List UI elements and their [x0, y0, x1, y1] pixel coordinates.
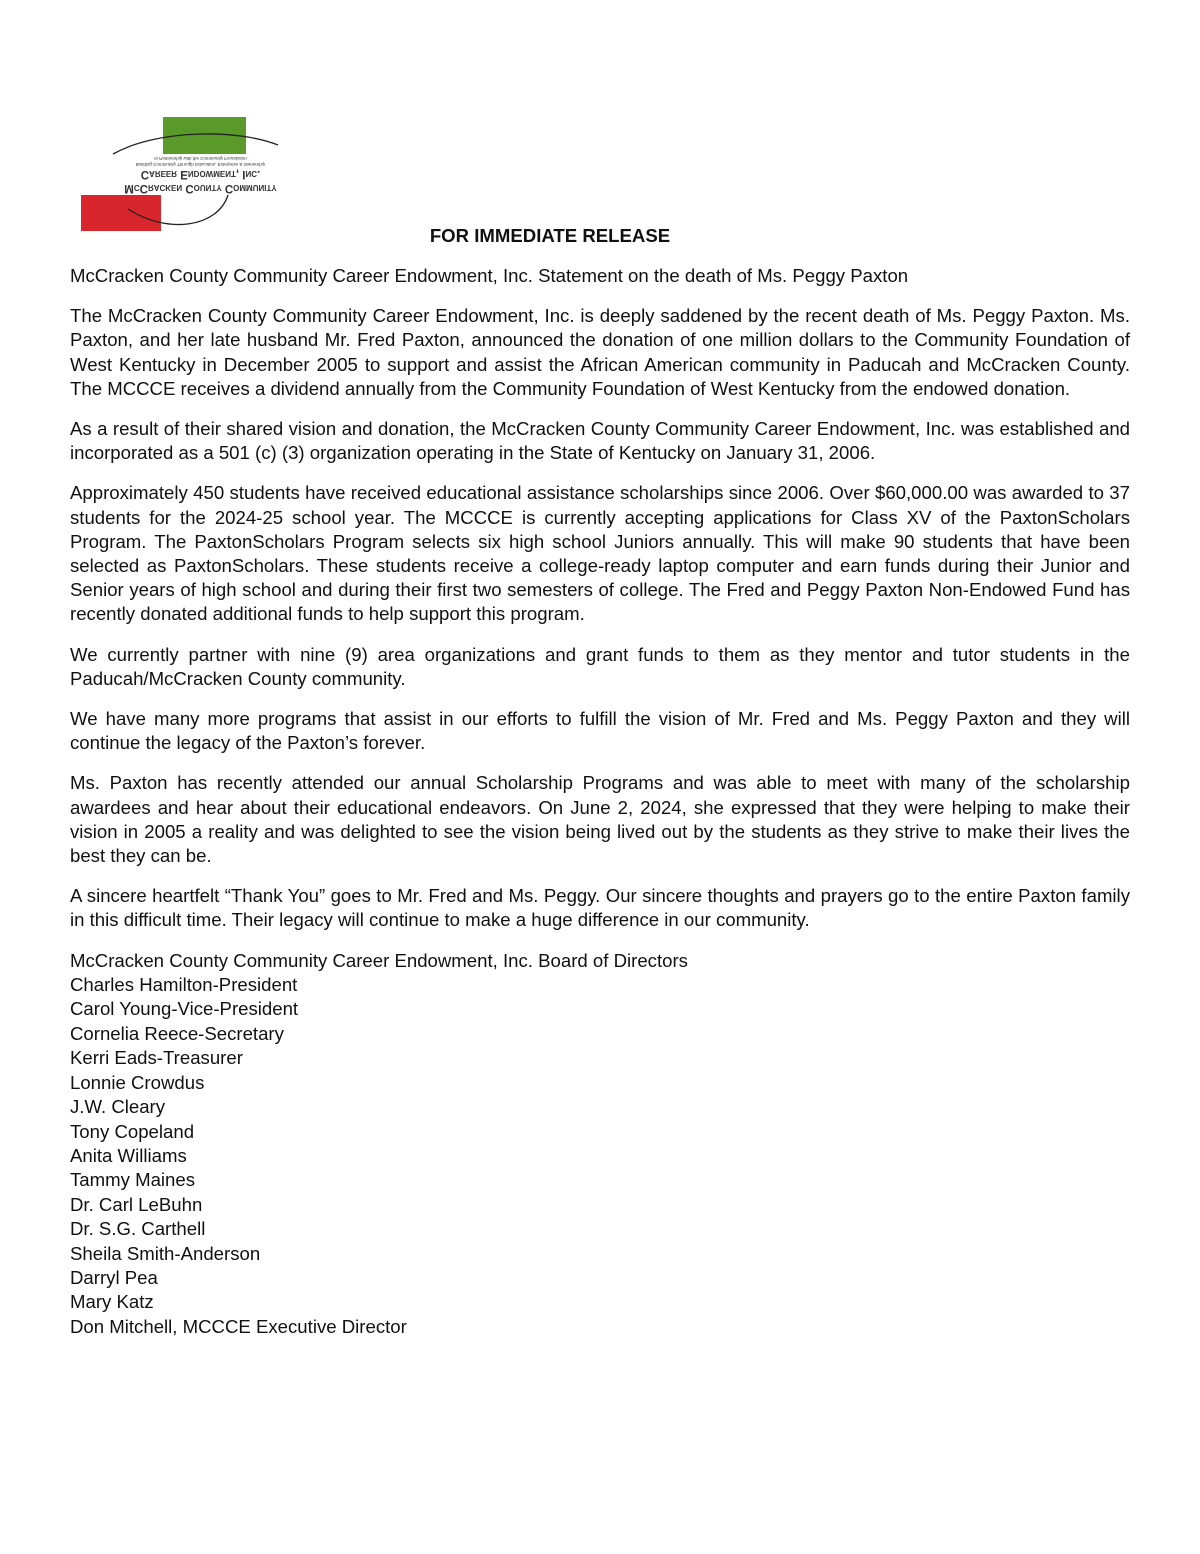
release-subtitle: McCracken County Community Career Endowment, Inc. Statement on the death of Ms. Peggy Paxton — [70, 265, 909, 286]
board-member: J.W. Cleary — [70, 1096, 166, 1118]
board-member: Tony Copeland — [70, 1120, 195, 1142]
board-member: Lonnie Crowdus — [70, 1071, 205, 1093]
board-of-directors-list — [70, 949, 1130, 1340]
paragraph: As a result of their shared vision and donation, the McCracken County Community Career Endowment, Inc. was established and incorporated as a 501 (c) (3) organization operating in the State of Kentucky on January 31, 2006. — [70, 418, 1130, 464]
board-member: Darryl Pea — [70, 1266, 158, 1288]
board-member: Kerri Eads-Treasurer — [70, 1047, 243, 1069]
paragraph: The McCracken County Community Career Endowment, Inc. is deeply saddened by the recent death of Ms. Peggy Paxton. Ms. Paxton, and her late husband Mr. Fred Paxton, announced the donation of one million dollars to the Community Foundation of West Kentucky in December 2005 to support and assist the African American community in Paducah and McCracken County. The MCCCE receives a dividend annually from the Community Foundation of West Kentucky from the endowed donation. — [70, 305, 1130, 399]
board-member: Dr. S.G. Carthell — [70, 1218, 206, 1240]
board-member: Sheila Smith-Anderson — [70, 1242, 261, 1264]
board-member: Carol Young-Vice-President — [70, 998, 299, 1020]
board-member: Cornelia Reece-Secretary — [70, 1022, 284, 1044]
board-member: Tammy Maines — [70, 1169, 196, 1191]
board-member: Anita Williams — [70, 1144, 187, 1166]
board-member: Mary Katz — [70, 1291, 154, 1313]
mccce-logo — [78, 117, 323, 233]
paragraph: A sincere heartfelt “Thank You” goes to Mr. Fred and Ms. Peggy. Our sincere thoughts and prayers go to the entire Paxton family in this difficult time. Their legacy will continue to make a huge difference in our community. — [70, 885, 1130, 931]
paragraph: We currently partner with nine (9) area organizations and grant funds to them as they mentor and tutor students in the Paducah/McCracken County community. — [70, 643, 1130, 689]
board-member: Dr. Carl LeBuhn — [70, 1193, 203, 1215]
release-heading: FOR IMMEDIATE RELEASE — [429, 225, 671, 246]
paragraph: Approximately 450 students have received educational assistance scholarships since 2006. Over $60,000.00 was awarded to 37 students for the 2024-25 school year. The MCCCE is currently accepting applications for Class XV of the PaxtonScholars Program. The PaxtonScholars Program selects six high school Juniors annually. This will make 90 students that have been selected as PaxtonScholars. These students receive a college-ready laptop computer and earn funds during their Junior and Senior years of high school and during their first two semesters of college. The Fred and Peggy Paxton Non-Endowed Fund has recently donated additional funds to help support this program. — [70, 482, 1130, 625]
logo-text: McCracken County Community Career Endowment, Inc. Building Community Through Education, Enterprise & Ownership In Partnership with the Community Foundation — [124, 156, 277, 194]
paragraph: We have many more programs that assist in our efforts to fulfill the vision of Mr. Fred and Ms. Peggy Paxton and they will continue the legacy of the Paxton’s forever. — [70, 708, 1130, 754]
board-member: Charles Hamilton-President — [70, 974, 298, 996]
release-body — [70, 264, 1130, 1339]
paragraph: Ms. Paxton has recently attended our annual Scholarship Programs and was able to meet with many of the scholarship awardees and hear about their educational endeavors. On June 2, 2024, she expressed that they were helping to make their vision in 2005 a reality and was delighted to see the vision being lived out by the students as they strive to make their lives the best they can be. — [70, 772, 1130, 867]
board-heading: McCracken County Community Career Endowment, Inc. Board of Directors — [70, 949, 688, 971]
executive-director: Don Mitchell, MCCCE Executive Director — [70, 1315, 407, 1337]
